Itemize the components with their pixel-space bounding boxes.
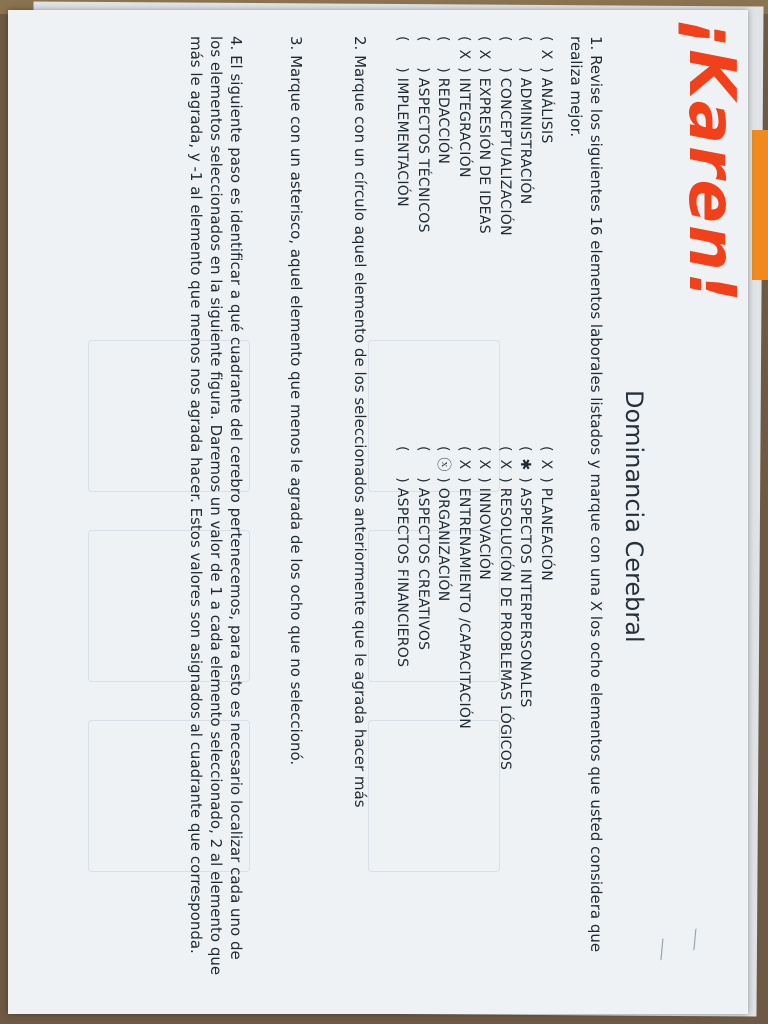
question-2: 2. Marque con un círculo aquel elemento de los seleccionados anteriormente que le agrada hacer más	[351, 36, 369, 808]
paperclip-icon: ⟋	[682, 925, 710, 956]
page-title: Dominancia Cerebral	[620, 390, 648, 643]
checkbox-mark: X	[456, 49, 472, 60]
checklist-item: ( X ) PLANEACIÓN	[536, 446, 557, 770]
checklist-label: ANÁLISIS	[538, 77, 554, 144]
checkbox-mark: X	[476, 459, 493, 470]
checklist-label: ASPECTOS CREATIVOS	[415, 487, 431, 651]
checklist-item: ( ) ADMINISTRACIÓN	[517, 36, 534, 205]
orange-folder-tab	[752, 130, 768, 280]
checklist-item: ( ) ASPECTOS CREATIVOS	[415, 446, 431, 651]
checklist-label: PLANEACIÓN	[538, 487, 554, 581]
checklist-item: ( X ) RESOLUCIÓN DE PROBLEMAS LÓGICOS	[495, 446, 516, 770]
checkbox-mark: X	[476, 49, 493, 60]
checklist-label: ASPECTOS INTERPERSONALES	[517, 487, 534, 708]
checklist-item: ( ) ASPECTOS TÉCNICOS	[415, 36, 431, 233]
checklist-label: ADMINISTRACIÓN	[517, 77, 534, 205]
checklist-label: CONCEPTUALIZACIÓN	[497, 77, 513, 236]
checklist-item: ( X ) ENTRENAMIENTO /CAPACITACIÓN	[454, 446, 475, 770]
checkbox-mark: X	[538, 49, 554, 60]
checklist-label: EXPRESIÓN DE IDEAS	[476, 77, 493, 234]
question-3: 3. Marque con un asterisco, aquel elemento que menos le agrada de los ocho que no seleccionó.	[287, 36, 305, 766]
paperclip-icon: ⟋	[649, 935, 677, 966]
question-4: 4. El siguiente paso es identificar a qué cuadrante del cerebro pertenecemos, para esto es necesario localizar cada uno de los elementos seleccionados en la siguiente figura. Daremos un valor de 1 a cada elemento seleccionado, 2 al elemento que más le agrada, y -1 al elemento que menos nos agrada hacer. Estos valores son asignados al cuadrante que corresponda.	[187, 36, 245, 976]
checklist-label: INNOVACIÓN	[476, 487, 493, 581]
checklist-item: ( X ) INNOVACIÓN	[474, 446, 495, 770]
handwritten-name: ¡Karen!	[674, 18, 748, 304]
checkbox-mark: ✱	[517, 458, 534, 471]
checkbox-mark: X	[538, 459, 554, 470]
checklist-label: ENTRENAMIENTO /CAPACITACIÓN	[456, 487, 472, 729]
checklist-item: ( X ) INTEGRACIÓN	[454, 36, 475, 236]
checklist-item: ( ) CONCEPTUALIZACIÓN	[497, 36, 513, 236]
checklist-item: ( ✱ ) ASPECTOS INTERPERSONALES	[515, 446, 536, 770]
right-checklist	[392, 446, 556, 770]
checkbox-mark: X	[456, 459, 472, 470]
checklist-label: INTEGRACIÓN	[456, 77, 472, 178]
checklist-item: ( X ) EXPRESIÓN DE IDEAS	[474, 36, 495, 236]
checklist-item: ( ) REDACCIÓN	[435, 36, 452, 165]
question-1: 1. Revise los siguientes 16 elementos laborales listados y marque con una X los ocho elementos que usted considera que realiza mejor.	[567, 36, 605, 953]
checklist-item: ( ) IMPLEMENTACIÓN	[394, 36, 411, 207]
checklist-item: ( ) ASPECTOS FINANCIEROS	[394, 446, 411, 668]
rotated-document-content	[8, 10, 748, 1010]
checklist-label: RESOLUCIÓN DE PROBLEMAS LÓGICOS	[497, 487, 513, 771]
checklist-label: REDACCIÓN	[435, 77, 452, 165]
checkbox-mark: X	[497, 459, 513, 470]
checklist-label: ASPECTOS TÉCNICOS	[415, 77, 431, 233]
checklist-item: ( ⓧ ) ORGANIZACIÓN	[433, 446, 454, 770]
checklist-label: ASPECTOS FINANCIEROS	[394, 487, 411, 668]
left-checklist	[392, 36, 556, 236]
checklist-label: ORGANIZACIÓN	[435, 487, 452, 602]
checklist-item: ( X ) ANÁLISIS	[536, 36, 557, 236]
checkbox-mark: ⓧ	[435, 457, 452, 472]
checklist-label: IMPLEMENTACIÓN	[394, 77, 411, 207]
